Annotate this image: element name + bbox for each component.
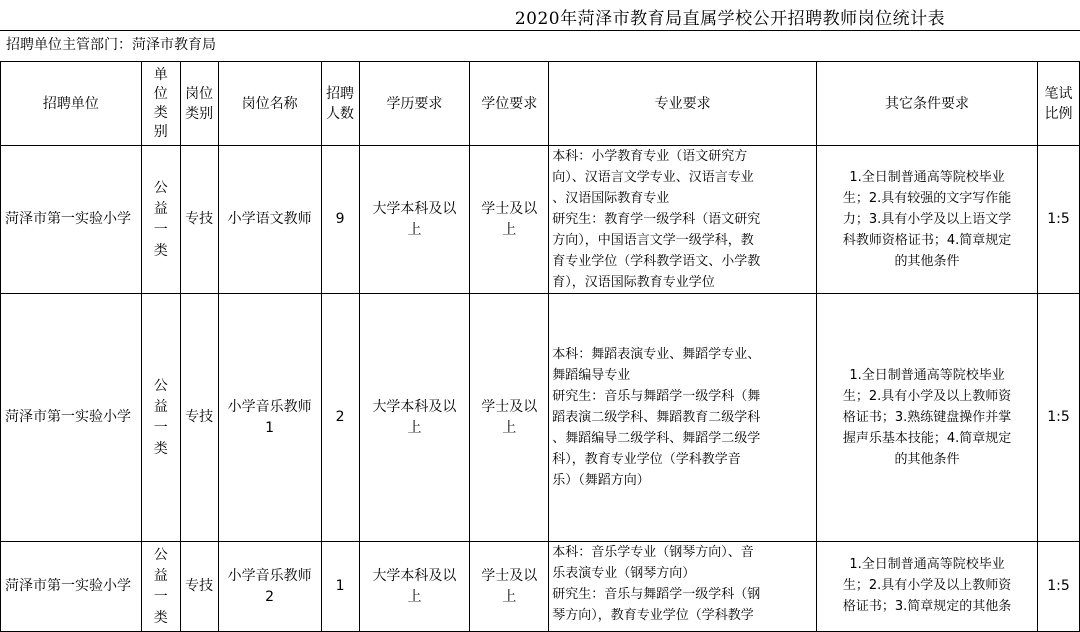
header-ratio: 笔试 比例 [1037,62,1079,146]
header-post-type: 岗位 类别 [180,62,218,146]
header-degree: 学位要求 [470,62,549,146]
header-other: 其它条件要求 [817,62,1038,146]
cell-unit-type: 公 益 一 类 [141,146,180,294]
header-unit-type: 单 位 类 别 [141,62,180,146]
cell-degree: 学士及以上 [470,146,549,294]
document-title: 2020年菏泽市教育局直属学校公开招聘教师岗位统计表 [514,9,946,29]
header-count: 招聘 人数 [321,62,359,146]
cell-major: 本科：音乐学专业（钢琴方向）、音 乐表演专业（钢琴方向） 研究生：音乐与舞蹈学一级学科（钢 琴方向），教育专业学位（学科教学 [549,542,817,632]
cell-post-name: 小学音乐教师 1 [218,294,321,542]
header-row [1,62,1080,146]
cell-major: 本科：舞蹈表演专业、舞蹈学专业、 舞蹈编导专业 研究生：音乐与舞蹈学一级学科（舞 蹈表演二级学科、舞蹈教育二级学科 、舞蹈编导二级学科、舞蹈学二级学 科），教育专业学位（学科教学音 乐）（舞蹈方向） [549,294,817,542]
header-education: 学历要求 [359,62,470,146]
cell-major: 本科：小学教育专业（语文研究方 向）、汉语言文学专业、汉语言专业 、汉语国际教育专业 研究生：教育学一级学科（语文研究 方向），中国语言文学一级学科，教 育专业学位（学科教学语文、小学教 育），汉语国际教育专业学位 [549,146,817,294]
table-row [1,146,1080,294]
cell-count: 2 [321,294,359,542]
table-row [1,294,1080,542]
table-row [1,542,1080,632]
cell-other: 1.全日制普通高等院校毕业 生；2.具有较强的文字写作能 力；3.具有小学及以上语文学 科教师资格证书；4.简章规定 的其他条件 [817,146,1038,294]
cell-count: 9 [321,146,359,294]
cell-post-type: 专技 [180,146,218,294]
header-unit: 招聘单位 [1,62,142,146]
cell-education: 大学本科及以上 [359,542,470,632]
cell-education: 大学本科及以上 [359,294,470,542]
cell-degree: 学士及以上 [470,294,549,542]
cell-degree: 学士及以上 [470,542,549,632]
header-major: 专业要求 [549,62,817,146]
cell-post-type: 专技 [180,294,218,542]
title-bar [0,0,1080,31]
cell-post-type: 专技 [180,542,218,632]
cell-unit: 菏泽市第一实验小学 [1,146,142,294]
header-post-name: 岗位名称 [218,62,321,146]
cell-ratio: 1:5 [1037,146,1079,294]
cell-ratio: 1:5 [1037,542,1079,632]
positions-table [0,61,1080,632]
cell-ratio: 1:5 [1037,294,1079,542]
cell-post-name: 小学音乐教师 2 [218,542,321,632]
cell-unit-type: 公 益 一 类 [141,542,180,632]
cell-unit: 菏泽市第一实验小学 [1,294,142,542]
cell-other: 1.全日制普通高等院校毕业 生；2.具有小学及以上教师资 格证书；3.简章规定的其他条 [817,542,1038,632]
cell-education: 大学本科及以上 [359,146,470,294]
department-line: 招聘单位主管部门：菏泽市教育局 [6,37,216,53]
cell-other: 1.全日制普通高等院校毕业 生；2.具有小学及以上教师资 格证书；3.熟练键盘操作并掌 握声乐基本技能；4.简章规定 的其他条件 [817,294,1038,542]
cell-count: 1 [321,542,359,632]
cell-unit-type: 公 益 一 类 [141,294,180,542]
cell-unit: 菏泽市第一实验小学 [1,542,142,632]
cell-post-name: 小学语文教师 [218,146,321,294]
